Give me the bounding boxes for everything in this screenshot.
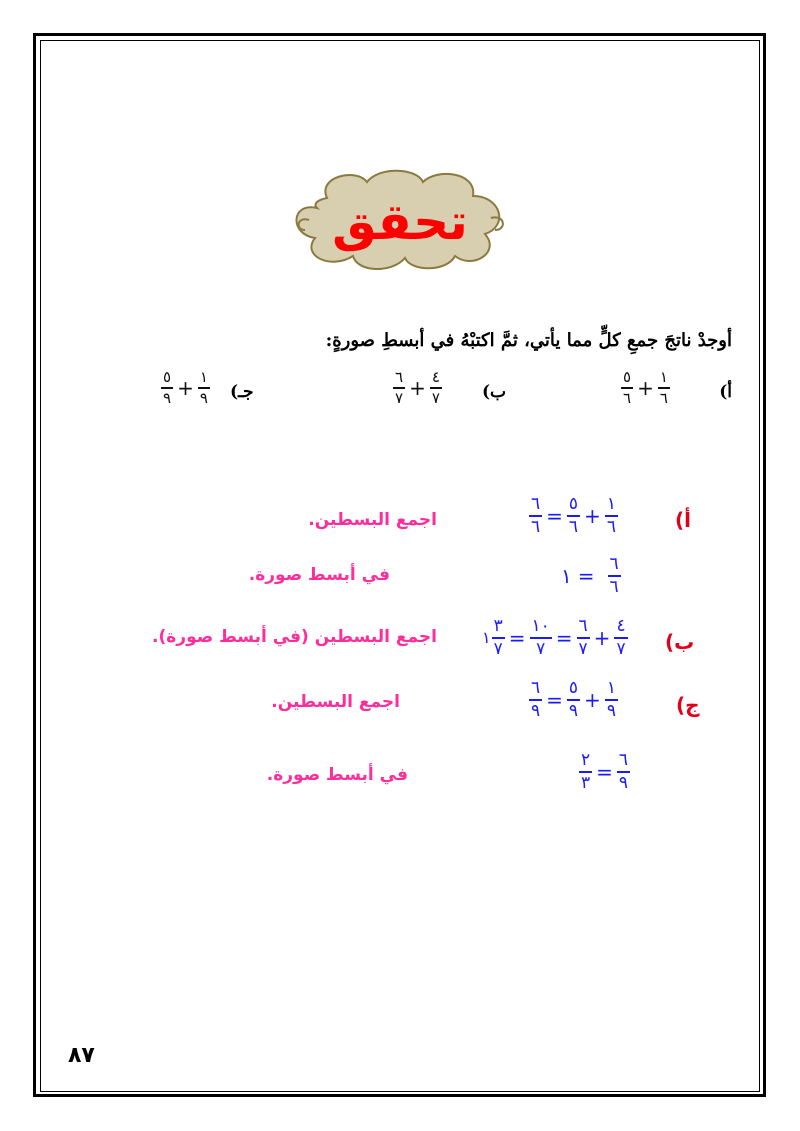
exercise-a-label: أ) — [719, 382, 732, 402]
fraction: $\frac{٦}{٧}$ — [395, 368, 404, 407]
exercise-c-label: جـ) — [230, 382, 254, 402]
fraction: $\frac{٦}{٦}$ — [531, 494, 541, 537]
fraction: $\frac{٥}{٦}$ — [623, 368, 632, 407]
fraction: $\frac{٥}{٩}$ — [163, 368, 172, 407]
instruction-text: أوجدْ ناتجَ جمعِ كلٍّ مما يأتي، ثمَّ اكتبْهُ في أبسطِ صورةٍ: — [325, 330, 732, 351]
solution-a-label: أ) — [675, 508, 691, 532]
solution-c-expression: $\frac{٦}{٩}$ = $\frac{٥}{٩}$ + $\frac{١}{٩}$ — [531, 678, 616, 721]
fraction: $\frac{٦}{٧}$ — [578, 616, 588, 659]
solution-b-expression: ١ $\frac{٣}{٧}$ = $\frac{١٠}{٧}$ = $\frac{٦}{٧}$ + $\frac{٤}{٧}$ — [482, 616, 626, 659]
fraction: $\frac{٥}{٦}$ — [568, 494, 579, 537]
fraction: $\frac{٦}{٩}$ — [531, 678, 541, 721]
exercise-b-label: ب) — [482, 382, 507, 402]
solution-c-simplify-expression: $\frac{٢}{٣}$ = $\frac{٦}{٩}$ — [581, 750, 629, 793]
solution-a-expression: $\frac{٦}{٦}$ = $\frac{٥}{٦}$ + $\frac{١}{٦}$ — [531, 494, 616, 537]
solution-b-label: ب) — [665, 630, 695, 654]
fraction: $\frac{٦}{٩}$ — [618, 750, 629, 793]
solution-c-note: اجمع البسطين. — [271, 692, 400, 712]
fraction: $\frac{٤}{٧}$ — [431, 368, 440, 407]
exercise-b-expression: $\frac{٦}{٧}$ + $\frac{٤}{٧}$ — [395, 368, 440, 407]
exercise-c-expression: $\frac{٥}{٩}$ + $\frac{١}{٩}$ — [163, 368, 208, 407]
exercise-a-expression: $\frac{٥}{٦}$ + $\frac{١}{٦}$ — [623, 368, 668, 407]
fraction: $\frac{٦}{٦}$ — [609, 554, 619, 597]
fraction: $\frac{٢}{٣}$ — [581, 750, 591, 793]
page-number: ٨٧ — [68, 1043, 95, 1068]
solution-b-note: اجمع البسطين (في أبسط صورة). — [152, 627, 437, 647]
fraction: $\frac{١}{٦}$ — [659, 368, 668, 407]
solution-c-simplify-note: في أبسط صورة. — [266, 765, 408, 785]
fraction: $\frac{١}{٩}$ — [199, 368, 208, 407]
fraction: $\frac{١}{٩}$ — [606, 678, 616, 721]
fraction: $\frac{١}{٦}$ — [606, 494, 616, 537]
solution-a-simplify-expression: ١ = $\frac{٦}{٦}$ — [561, 554, 619, 597]
fraction: $\frac{٣}{٧}$ — [493, 616, 503, 659]
fraction: $\frac{١٠}{٧}$ — [531, 616, 550, 659]
page-title: تحقق — [332, 193, 468, 251]
solution-a-note: اجمع البسطين. — [308, 510, 437, 530]
solution-a-simplify-note: في أبسط صورة. — [248, 565, 390, 585]
fraction: $\frac{٥}{٩}$ — [568, 678, 579, 721]
solution-c-label: ج) — [676, 693, 700, 717]
fraction: $\frac{٤}{٧}$ — [616, 616, 626, 659]
